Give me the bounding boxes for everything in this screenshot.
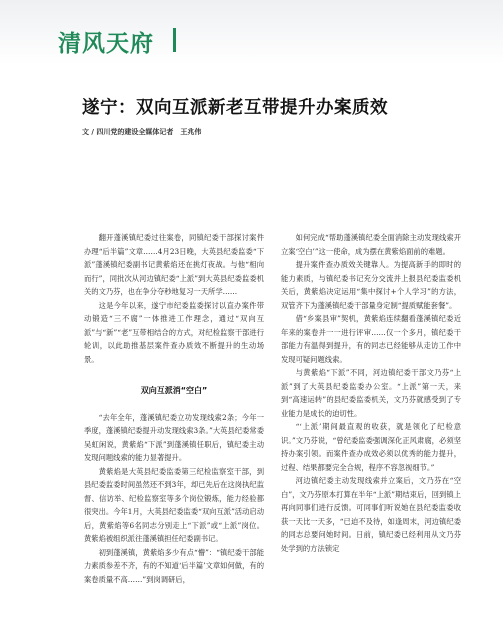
paragraph: 黄紫焰是大英县纪委监委第三纪检监察室干部，到县纪委监委时间虽然还不到3年，却已先后在这岗执纪监督、信访举、纪检监察室等多个岗位锻炼，能力经验都很突出。今年1月，大英县纪委监委“双向互派”活动启动后，黄紫焰等6名同志分别走上“下派”或“上派”岗位。黄紫焰被组织派往蓬溪镇担任纪委副书记。	[84, 466, 264, 543]
paragraph: 河边镇纪委主动发现线索并立案后，文乃芬在“空白”，文乃芬原本打算在半年“上派”期结束后，回到镇上再向同事们进行反馈。可同事们听说她在县纪委监委收获一天比一天多，“已迫不及待，如逢周末，河边镇纪委的同志总要问她时间。日前，镇纪委已经利用从文乃芬处学到的方法锁定	[281, 476, 461, 553]
article-title: 遂宁：双向互派新老互带提升办案质效	[82, 98, 388, 118]
right-column	[281, 231, 461, 555]
section-heading: 双向互派消“空白”	[140, 386, 208, 395]
left-column	[84, 231, 264, 586]
paragraph: 这是今年以来，遂宁市纪委监委探讨以直办案件带动锻造“三不腐”一体推进工作理念，通过“双向互派”与“新”“老”互带相结合的方式，对纪检监察干部进行轮训，以此助推基层案件查办质效不断提升的生动场景。	[84, 300, 264, 364]
paragraph: 借“乡案县审”契机，黄紫焰连续翻看蓬溪镇纪委近年来的案卷并一一进行评审……仅一个多月，镇纪委干部能力有温得到提升，有的同志已经能够从走访工作中发现可疑问题线索。	[281, 314, 461, 364]
paragraph: “‘上派’期间最直观的收获，就是领化了纪检意识。”文乃芬说，“曾纪委监委强调深化正风肃腐，必须坚持办案引领。而案件查办成效必须以优秀的能力提升，过程、结果都要完全合规，程序不容忽视细节。”	[281, 422, 461, 472]
paragraph: 与黄紫焰“下派”不同，河边镇纪委干部文乃芬“上派”到了大英县纪委监委办公室。“上派”第一天，来到“高速运转”的县纪委监委机关，文乃芬就感受到了专业能力是成长的迫切性。	[281, 368, 461, 418]
paragraph: 提升案件查办质效关键靠人。为提高新手的即时的能力素质，与镇纪委书记充分交流并上报县纪委监委机关后，黄紫焰决定运用“集中探讨+个人学习”的方法，双管齐下为蓬溪镇纪委干部量身定制“提质赋能套餐”。	[281, 260, 461, 310]
byline: 文 / 四川党的建设全媒体记者 王兆伟	[82, 128, 202, 136]
column-title: 清风天府	[58, 31, 154, 57]
paragraph: “去年全年，蓬溪镇纪委立功发现线索2条；今年一季度，蓬溪镇纪委提升动发现线索3条。”大英县纪委常委吴虹闲说，黄紫焰“下派”到蓬溪镇任职后，镇纪委主动发现问题线索的能力显著提升。	[84, 412, 264, 462]
paragraph: 翻开蓬溪镇纪委过往案卷，同镇纪委干部探讨案件办理“后半篇”文章……4月23日晚，大英县纪委监委“下派”蓬溪镇纪委副书记黄紫焰还在挑灯夜战。与他“相向而行”，同批次从河边镇纪委“上派”到大英县纪委监委机关的文乃芬，也在争分夺秒地复习一天所学……	[84, 233, 264, 296]
column-title-bar	[173, 28, 176, 52]
paragraph: 初到蓬溪镇，黄紫焰多少有点“懵”：“镇纪委干部能力素质参差不齐，有的不知道‘后半篇’文章如何做，有的案卷质量不高……”到岗调研后，	[84, 547, 264, 584]
paragraph: 如何完成“帮助蓬溪镇纪委全面消除主动发现线索开立案‘空白’”这一使命，成为摆在黄紫焰面前的难题。	[281, 233, 461, 256]
